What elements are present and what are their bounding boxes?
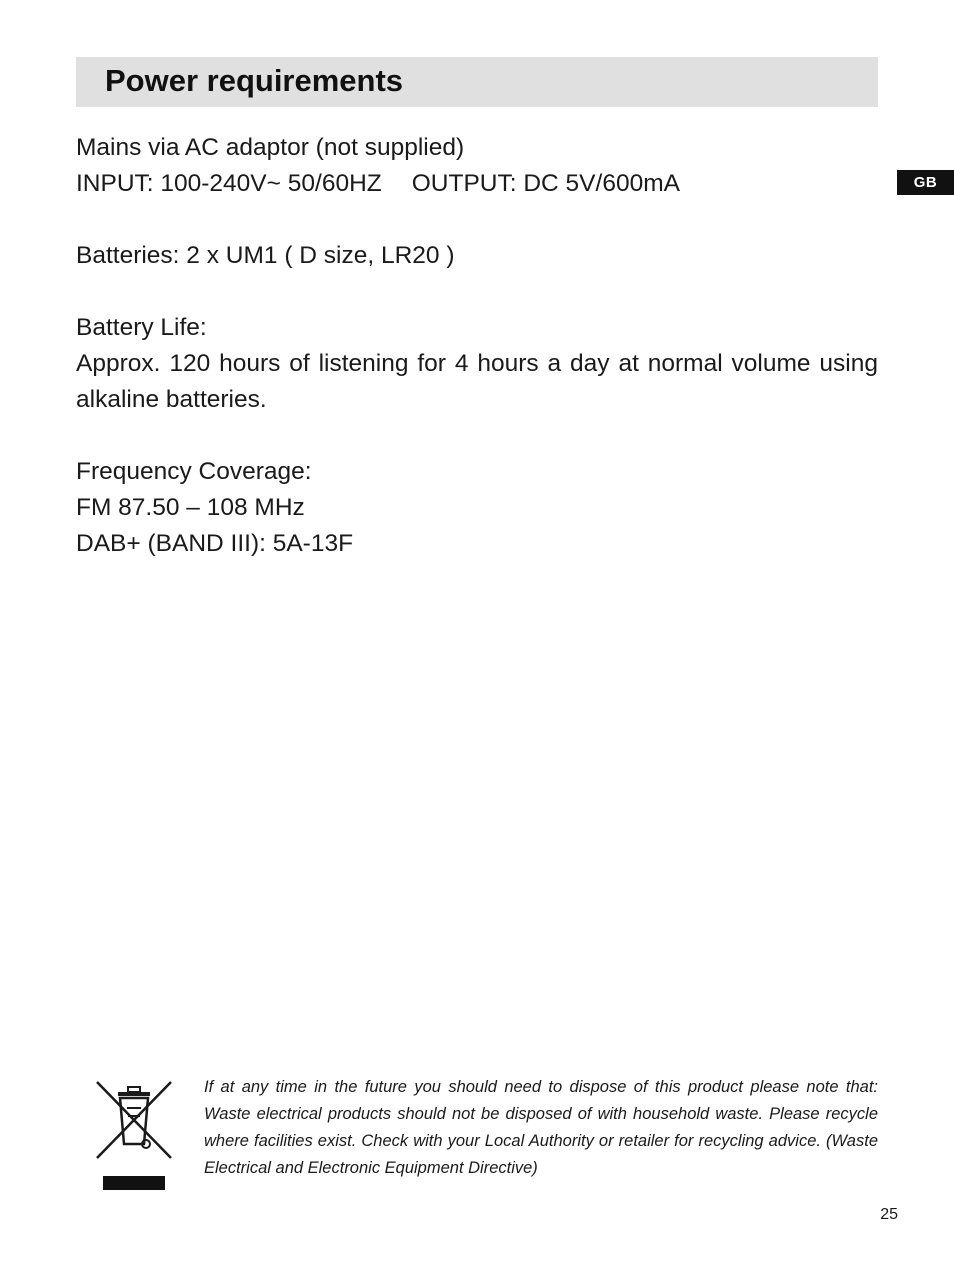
page-number: 25 <box>880 1206 898 1223</box>
battery-life-text: Approx. 120 hours of listening for 4 hours a day at normal volume using alkaline batteries. <box>76 350 878 413</box>
input-spec: INPUT: 100-240V~ 50/60HZ <box>76 170 382 197</box>
weee-crossed-bin-icon <box>94 1078 174 1192</box>
input-output-line <box>76 166 878 202</box>
mains-line: Mains via AC adaptor (not supplied) <box>76 134 465 161</box>
spec-body <box>76 130 878 562</box>
disposal-notice: If at any time in the future you should need to dispose of this product please note that: Waste electrical products should not be disposed of with household waste. Please recycle where facilities exist. Check with your Local Authority or retailer for recycling advice. (Waste Electrical and Electronic Equipment Directive) <box>204 1078 878 1177</box>
battery-life-label: Battery Life: <box>76 314 207 341</box>
frequency-label: Frequency Coverage: <box>76 458 312 485</box>
section-header <box>76 57 878 107</box>
language-badge: GB <box>897 170 954 195</box>
output-spec: OUTPUT: DC 5V/600mA <box>411 170 680 197</box>
batteries-line: Batteries: 2 x UM1 ( D size, LR20 ) <box>76 242 455 269</box>
fm-range: FM 87.50 – 108 MHz <box>76 494 305 521</box>
page-title: Power requirements <box>105 63 404 98</box>
dab-range: DAB+ (BAND III): 5A-13F <box>76 530 354 557</box>
